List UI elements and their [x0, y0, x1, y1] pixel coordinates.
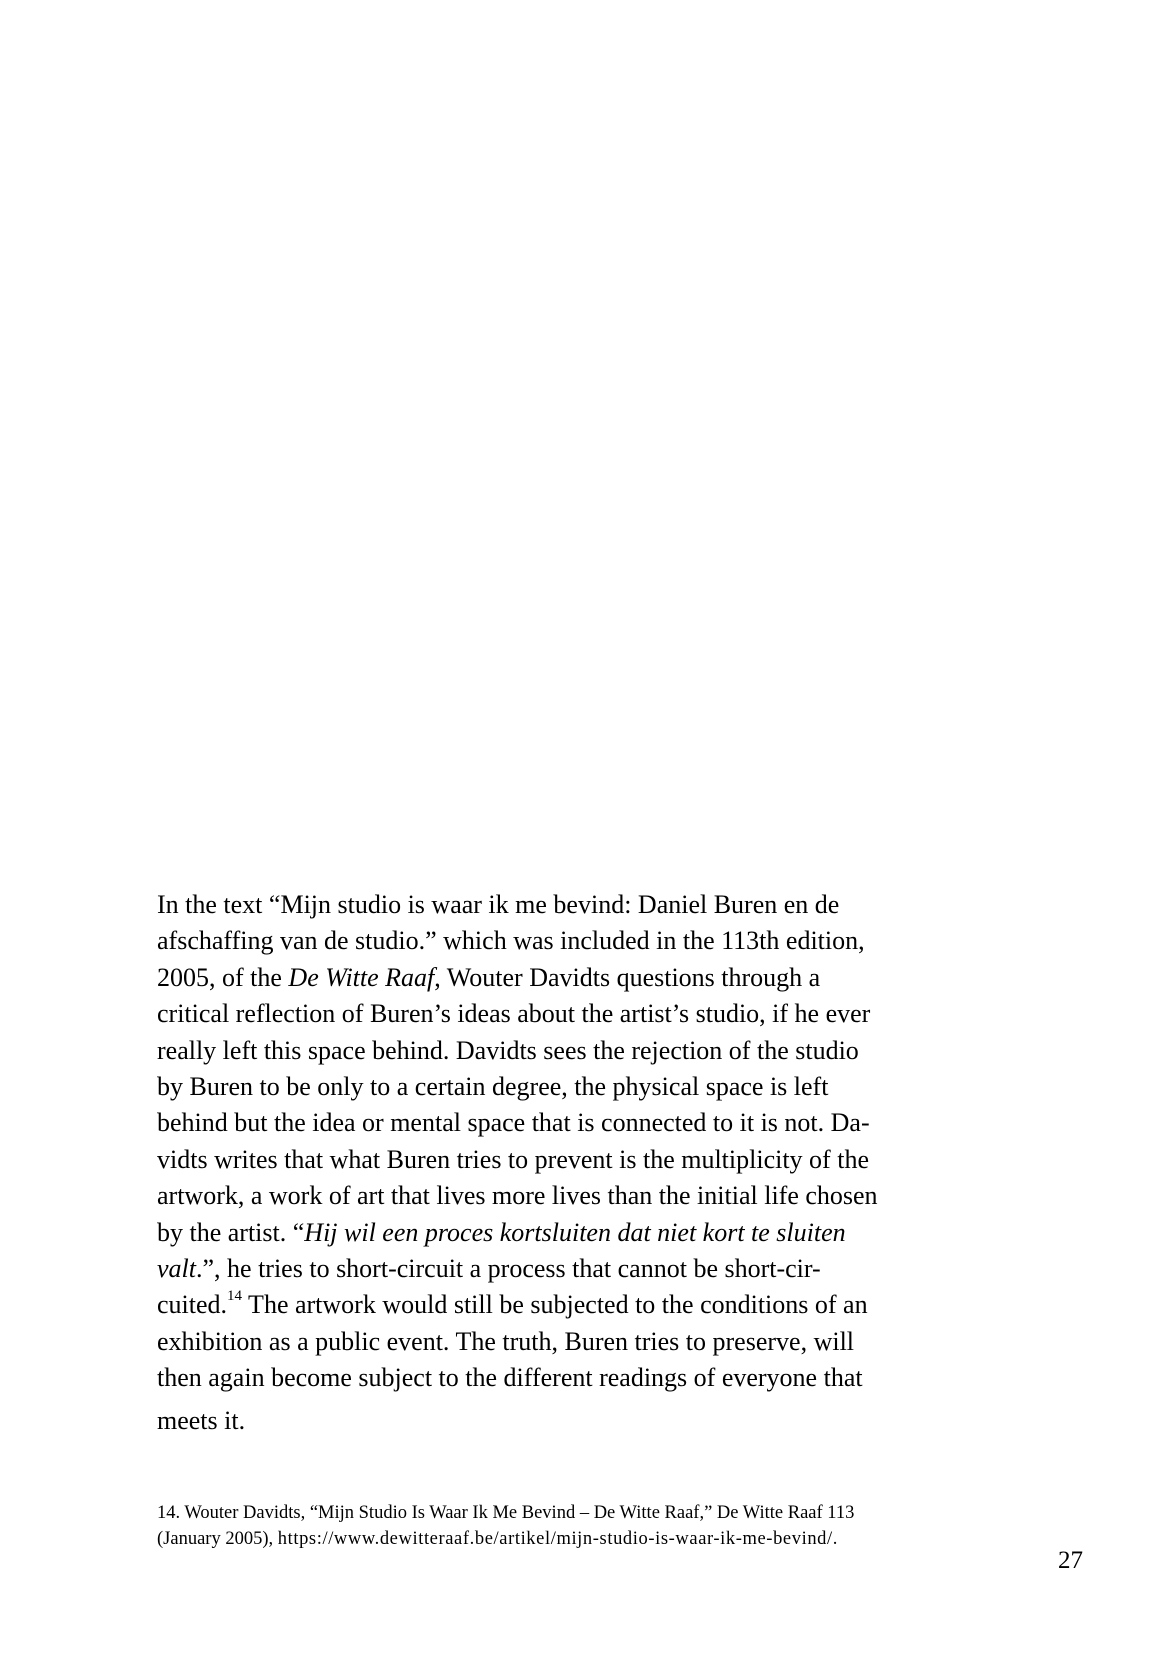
body-paragraph: [157, 887, 1017, 1439]
body-line: by Buren to be only to a certain degree, the physical space is left: [157, 1072, 829, 1102]
footnote-url: https://www.dewitteraaf.be/artikel/mijn-studio-is-waar-ik-me-bevind/.: [277, 1529, 838, 1549]
footnote-line: 14. Wouter Davidts, “Mijn Studio Is Waar Ik Me Bevind – De Witte Raaf,” De Witte Raaf 113: [157, 1503, 855, 1523]
body-text-run: cuited.: [157, 1290, 228, 1320]
body-text-run: .”, he tries to short-circuit a process that cannot be short-cir-: [196, 1254, 821, 1284]
body-line: [157, 1287, 1017, 1323]
body-line: behind but the idea or mental space that is connected to it is not. Da-: [157, 1108, 870, 1138]
body-line: really left this space behind. Davidts sees the rejection of the studio: [157, 1035, 859, 1065]
body-line: [157, 1215, 1017, 1251]
dutch-quote: Hij wil een proces kortsluiten dat niet kort te sluiten: [304, 1217, 846, 1247]
body-line: In the text “Mijn studio is waar ik me bevind: Daniel Buren en de: [157, 890, 840, 919]
footnote-reference: 14: [227, 1288, 243, 1305]
body-text-run: , Wouter Davidts questions through a: [434, 962, 821, 992]
footnote-line: [157, 1526, 1037, 1552]
footnote-text-run: (January 2005),: [157, 1529, 278, 1549]
body-line: [157, 1251, 1017, 1287]
body-line: artwork, a work of art that lives more lives than the initial life chosen: [157, 1181, 878, 1211]
footnote: [157, 1500, 1037, 1552]
body-line: meets it.: [157, 1405, 246, 1435]
body-line: [157, 960, 1017, 996]
page-number: 27: [1058, 1547, 1083, 1574]
body-line: exhibition as a public event. The truth, Buren tries to preserve, will: [157, 1326, 855, 1356]
body-text-run: 2005, of the: [157, 962, 289, 992]
body-line: afschaffing van de studio.” which was included in the 113th edition,: [157, 926, 865, 956]
body-line: vidts writes that what Buren tries to prevent is the multiplicity of the: [157, 1144, 869, 1174]
body-text-run: by the artist. “: [157, 1217, 305, 1247]
body-line: critical reflection of Buren’s ideas about the artist’s studio, if he ever: [157, 999, 871, 1029]
body-text-run: The artwork would still be subjected to the conditions of an: [242, 1290, 868, 1320]
dutch-quote: valt: [157, 1254, 196, 1284]
publication-title: De Witte Raaf: [288, 962, 435, 992]
body-line: then again become subject to the different readings of everyone that: [157, 1363, 863, 1393]
